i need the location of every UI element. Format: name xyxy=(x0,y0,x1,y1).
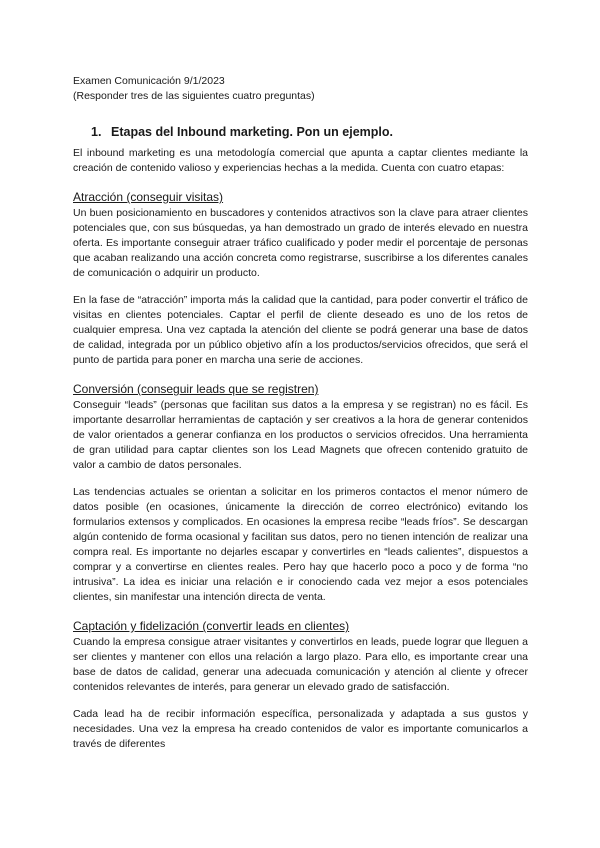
conversion-paragraph-2: Las tendencias actuales se orientan a solicitar en los primeros contactos el menor número de datos posible (en ocasiones, únicamente la dirección de correo electrónico) evitando los formularios extensos y complicados. En ocasiones la empresa recibe “leads fríos”. Se descargan algún contenido de forma ocasional y facilitan sus datos, pero no tienen intención de realizar una compra real. Es importante no dejarles escapar y convertirles en “leads calientes”, dispuestos a comprar y a convertirse en clientes reales. Pero hay que hacerlo poco a poco y de forma “no intrusiva”. La idea es iniciar una relación e ir conociendo cada vez mejor a esos potenciales clientes, sin manifestar una intención directa de venta. xyxy=(73,486,528,603)
section-title-captacion: Captación y fidelización (convertir leads en clientes) xyxy=(73,619,350,633)
paragraph-gap xyxy=(73,281,528,293)
intro-paragraph: El inbound marketing es una metodología comercial que apunta a captar clientes mediante la creación de contenido valioso y experiencias hechas a la medida. Cuenta con cuatro etapas: xyxy=(73,147,528,174)
exam-instructions: (Responder tres de las siguientes cuatro preguntas) xyxy=(73,90,315,102)
captacion-paragraph-1: Cuando la empresa consigue atraer visitantes y convertirlos en leads, puede lograr que lleguen a ser clientes y mantener con ellos una relación a largo plazo. Para ello, es importante crear una base de datos de calidad, generar una adecuada comunicación y atención al cliente y ofrecer contenidos relevantes de interés, para generar un elevado grado de satisfacción. xyxy=(73,636,528,693)
paragraph-gap xyxy=(73,695,528,707)
atraccion-paragraph-1: Un buen posicionamiento en buscadores y contenidos atractivos son la clave para atraer clientes potenciales que, con sus búsquedas, ya han demostrado un grado de interés elevado en nuestra oferta. Es importante conseguir atraer tráfico cualificado y poder medir el porcentaje de personas que acaban realizando una acción concreta como registrarse, suscribirse a los diferentes canales de comunicación o adquirir un producto. xyxy=(73,207,528,279)
question-heading xyxy=(91,124,528,140)
question-text: Etapas del Inbound marketing. Pon un ejemplo. xyxy=(111,125,393,139)
paragraph-gap xyxy=(73,473,528,485)
section-title-atraccion: Atracción (conseguir visitas) xyxy=(73,190,224,204)
conversion-paragraph-1: Conseguir “leads” (personas que facilitan sus datos a la empresa y se registran) no es fácil. Es importante desarrollar herramientas de captación y ser creativos a la hora de generar contenidos de valor orientados a generar confianza en los productos o servicios ofrecidos. Una herramienta de gran utilidad para captar clientes son los Lead Magnets que ofrecen contenido gratuito de valor a cambio de datos personales. xyxy=(73,399,528,471)
section-title-conversion: Conversión (conseguir leads que se registren) xyxy=(73,382,319,396)
captacion-paragraph-2: Cada lead ha de recibir información específica, personalizada y adaptada a sus gustos y necesidades. Una vez la empresa ha creado contenidos de valor es importante comunicarlos a través de diferentes xyxy=(73,708,528,750)
atraccion-paragraph-2: En la fase de “atracción” importa más la calidad que la cantidad, para poder convertir el tráfico de visitas en clientes potenciales. Captar el perfil de cliente deseado es uno de los retos de cualquier empresa. Una vez captada la atención del cliente se podrá generar una base de datos de calidad, integrada por un público objetivo afín a los productos/servicios ofrecidos, que será el punto de partida para poner en marcha una serie de acciones. xyxy=(73,294,528,366)
question-number: 1. xyxy=(91,125,102,139)
exam-title: Examen Comunicación 9/1/2023 xyxy=(73,75,225,87)
